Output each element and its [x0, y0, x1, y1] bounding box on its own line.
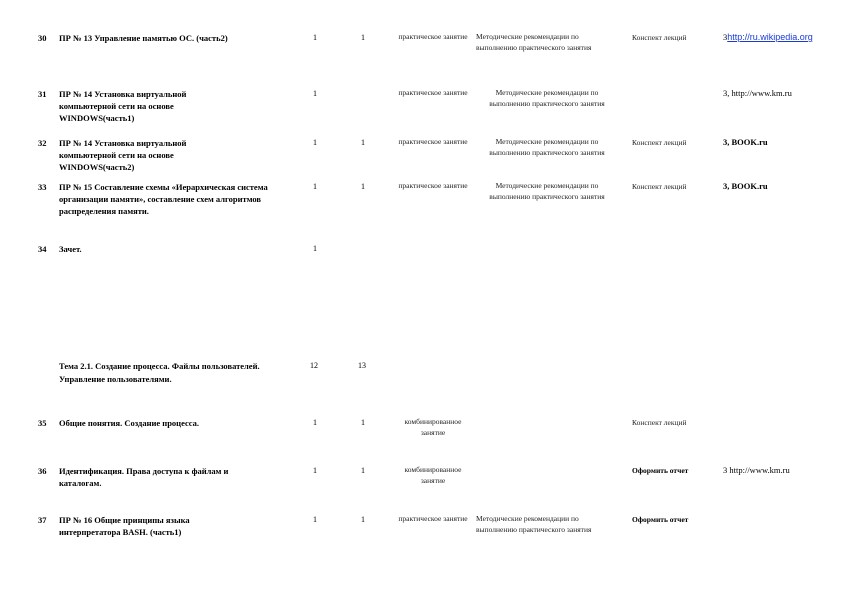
lesson-number: 31	[38, 89, 47, 99]
lesson-literature: 3 http://www.km.ru	[723, 465, 790, 475]
lesson-literature: 3, BOOK.ru	[723, 181, 768, 191]
lesson-number: 33	[38, 182, 47, 192]
lesson-method: Методические рекомендации по выполнению практического занятия	[476, 514, 592, 534]
hours-total: 1	[313, 515, 317, 524]
lesson-type: практическое занятие	[398, 137, 468, 146]
lesson-type: комбинированное занятие	[404, 465, 462, 485]
hours-practice: 1	[361, 33, 365, 42]
lesson-number: 32	[38, 138, 47, 148]
lesson-source: Конспект лекций	[632, 33, 687, 42]
hours-total: 1	[313, 89, 317, 98]
hours-practice: 1	[361, 182, 365, 191]
lesson-title: ПР № 14 Установка виртуальной компьютерной сети на основе WINDOWS(часть2)	[59, 138, 187, 172]
lesson-title: Идентификация. Права доступа к файлам и каталогам.	[59, 466, 229, 488]
hours-total: 1	[313, 138, 317, 147]
lesson-literature	[723, 32, 823, 43]
hours-practice: 1	[361, 515, 365, 524]
topic-hours-total: 12	[310, 361, 318, 370]
lesson-number: 34	[38, 244, 47, 254]
hours-total: 1	[313, 418, 317, 427]
topic-hours-practice: 13	[358, 361, 366, 370]
lesson-source: Оформить отчет	[632, 466, 689, 475]
hours-total: 1	[313, 182, 317, 191]
hours-total: 1	[313, 244, 317, 253]
lesson-title: ПР № 15 Составление схемы «Иерархическая система организации памяти», составление схем алгоритмов распределения памяти.	[59, 182, 268, 216]
lesson-method: Методические рекомендации по выполнению практического занятия	[476, 32, 592, 52]
lesson-title: ПР № 14 Установка виртуальной компьютерной сети на основе WINDOWS(часть1)	[59, 89, 187, 123]
hours-practice: 1	[361, 466, 365, 475]
literature-prefix: 3	[723, 32, 728, 42]
lesson-source: Конспект лекций	[632, 418, 687, 427]
lesson-source: Конспект лекций	[632, 182, 687, 191]
lesson-source: Оформить отчет	[632, 515, 689, 524]
lesson-number: 37	[38, 515, 47, 525]
lesson-literature: 3, http://www.km.ru	[723, 88, 792, 98]
lesson-number: 30	[38, 33, 47, 43]
lesson-type: практическое занятие	[398, 88, 468, 97]
lesson-type: практическое занятие	[398, 181, 468, 190]
lesson-type: комбинированное занятие	[404, 417, 462, 437]
lesson-number: 35	[38, 418, 47, 428]
literature-link[interactable]: http://ru.wikipedia.org	[727, 32, 813, 42]
lesson-method: Методические рекомендации по выполнению практического занятия	[489, 137, 605, 157]
lesson-title: ПР № 13 Управление памятью ОС. (часть2)	[59, 33, 228, 43]
lesson-method: Методические рекомендации по выполнению практического занятия	[489, 181, 605, 201]
lesson-type: практическое занятие	[398, 514, 468, 523]
topic-title: Тема 2.1. Создание процесса. Файлы пользователей. Управление пользователями.	[59, 361, 260, 384]
hours-practice: 1	[361, 138, 365, 147]
lesson-title: Зачет.	[59, 244, 82, 254]
lesson-type: практическое занятие	[398, 32, 468, 41]
hours-practice: 1	[361, 418, 365, 427]
hours-total: 1	[313, 33, 317, 42]
lesson-title: Общие понятия. Создание процесса.	[59, 418, 199, 428]
lesson-title: ПР № 16 Общие принципы языка интерпретатора BASH. (часть1)	[59, 515, 190, 537]
hours-total: 1	[313, 466, 317, 475]
lesson-literature: 3, BOOK.ru	[723, 137, 768, 147]
lesson-number: 36	[38, 466, 47, 476]
lesson-source: Конспект лекций	[632, 138, 687, 147]
lesson-method: Методические рекомендации по выполнению практического занятия	[489, 88, 605, 108]
